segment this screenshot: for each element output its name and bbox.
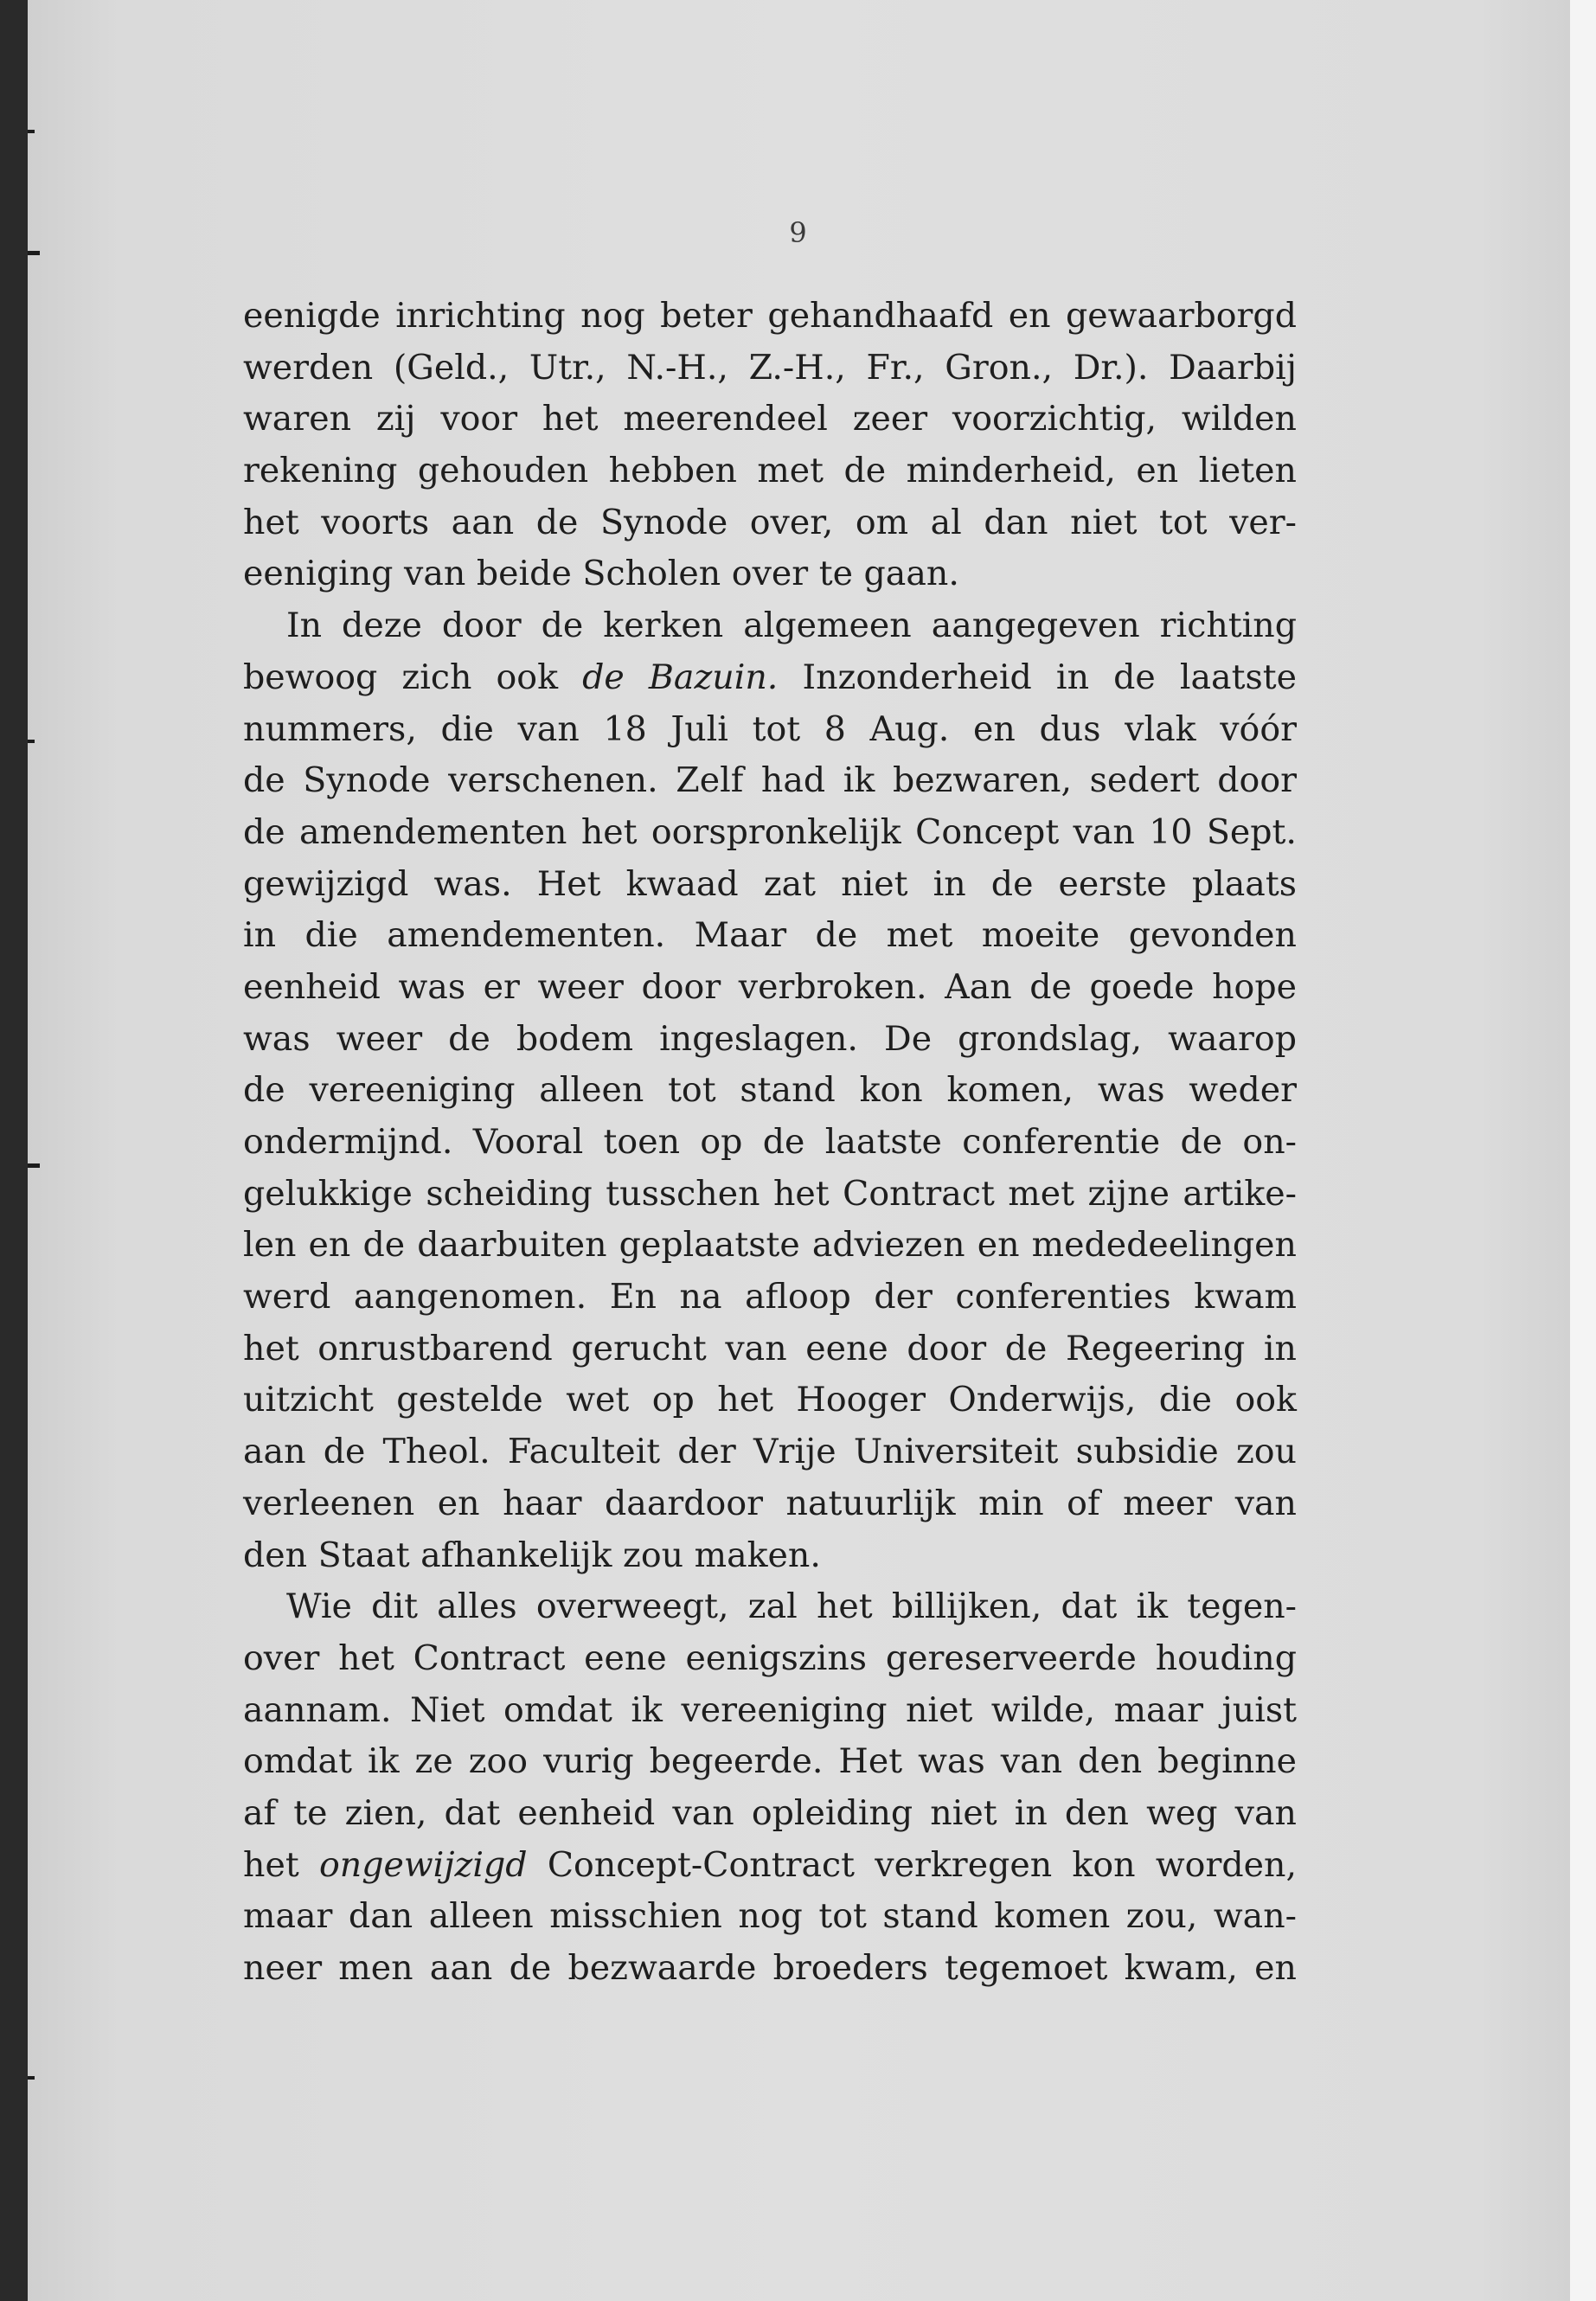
text-line: over het Contract eene eenigszins gereserveerde houding (243, 1638, 1297, 1678)
body-text (243, 291, 1297, 1995)
text-line: gewijzigd was. Het kwaad zat niet in de eerste plaats (243, 863, 1297, 904)
text-line: was weer de bodem ingeslagen. De grondslag, waarop (243, 1018, 1297, 1059)
binding-mark (28, 251, 40, 255)
text-line: het onrustbarend gerucht van eene door de Regeering in (243, 1328, 1297, 1368)
binding-mark (28, 130, 35, 133)
text-line: len en de daarbuiten geplaatste adviezen en mededeelingen (243, 1225, 1297, 1266)
text-line: werden (Geld., Utr., N.-H., Z.-H., Fr., Gron., Dr.). Daarbij (243, 347, 1297, 388)
paragraph-start-line: In deze door de kerken algemeen aangegeven richting (286, 606, 1297, 646)
paragraph-start-line: Wie dit alles overweegt, zal het billijken, dat ik tegen- (286, 1586, 1297, 1627)
text-line: neer men aan de bezwaarde broeders tegemoet kwam, en (243, 1948, 1297, 1988)
text-line: waren zij voor het meerendeel zeer voorzichtig, wilden (243, 399, 1297, 439)
text-line: nummers, die van 18 Juli tot 8 Aug. en dus vlak vóór (243, 708, 1297, 749)
text-line: gelukkige scheiding tusschen het Contract met zijne artike- (243, 1173, 1297, 1214)
scan-edge (1570, 0, 1596, 2301)
paragraph-end-line: eeniging van beide Scholen over te gaan. (243, 554, 959, 594)
text-line: werd aangenomen. En na afloop der conferenties kwam (243, 1277, 1297, 1317)
text-line: eenigde inrichting nog beter gehandhaafd en gewaarborgd (243, 296, 1297, 336)
binding-mark (28, 740, 35, 743)
text-line: de vereeniging alleen tot stand kon komen, was weder (243, 1070, 1297, 1111)
page-number: 9 (789, 216, 807, 249)
italic-title: de Bazuin. (582, 657, 779, 697)
text-line: eenheid was er weer door verbroken. Aan de goede hope (243, 966, 1297, 1007)
text-line: af te zien, dat eenheid van opleiding niet in den weg van (243, 1792, 1297, 1833)
text-line: het ongewijzigd Concept-Contract verkregen kon worden, (243, 1844, 1297, 1885)
text-line: uitzicht gestelde wet op het Hooger Onderwijs, die ook (243, 1380, 1297, 1420)
text-line: ondermijnd. Vooral toen op de laatste conferentie de on- (243, 1122, 1297, 1162)
text-line: in die amendementen. Maar de met moeite gevonden (243, 915, 1297, 956)
text-line: bewoog zich ook de Bazuin. Inzonderheid in de laatste (243, 657, 1297, 697)
text-line: de Synode verschenen. Zelf had ik bezwaren, sedert door (243, 760, 1297, 801)
text-line: omdat ik ze zoo vurig begeerde. Het was van den beginne (243, 1741, 1297, 1782)
text-line: aannam. Niet omdat ik vereeniging niet wilde, maar juist (243, 1689, 1297, 1730)
paragraph-end-line: den Staat afhankelijk zou maken. (243, 1535, 821, 1575)
italic-word: ongewijzigd (318, 1844, 528, 1885)
text-line: verleenen en haar daardoor natuurlijk min of meer van (243, 1483, 1297, 1523)
text-line: maar dan alleen misschien nog tot stand komen zou, wan- (243, 1896, 1297, 1937)
text-line: de amendementen het oorspronkelijk Concept van 10 Sept. (243, 811, 1297, 852)
text-line: het voorts aan de Synode over, om al dan niet tot ver- (243, 502, 1297, 542)
text-line: aan de Theol. Faculteit der Vrije Universiteit subsidie zou (243, 1432, 1297, 1472)
binding-mark (28, 2076, 35, 2080)
text-line: rekening gehouden hebben met de minderheid, en lieten (243, 451, 1297, 491)
binding-mark (28, 1163, 40, 1168)
